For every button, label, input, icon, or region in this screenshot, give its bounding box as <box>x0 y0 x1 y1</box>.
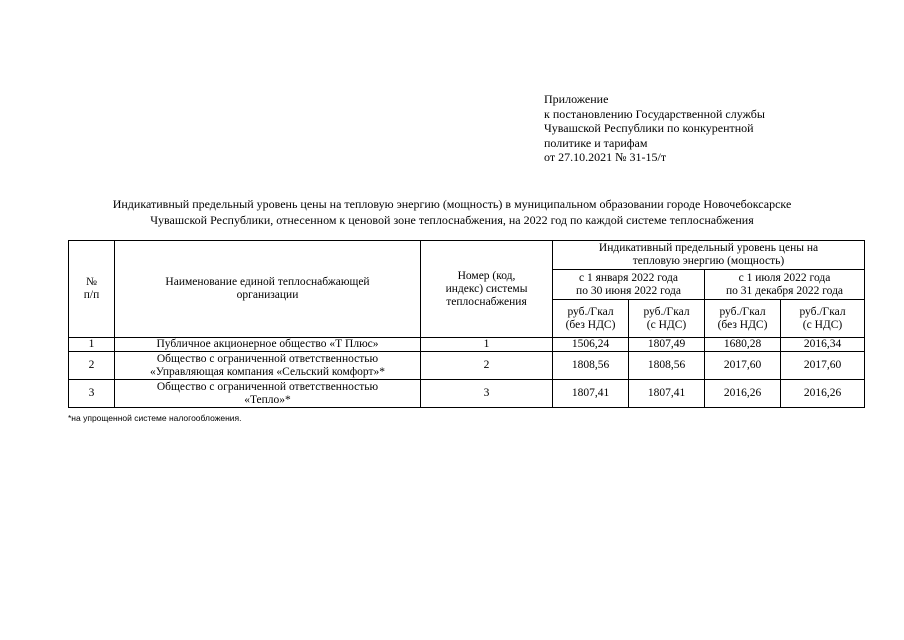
row-p1-no-vat: 1808,56 <box>553 352 629 380</box>
row-organization: Публичное акционерное общество «Т Плюс» <box>115 338 421 352</box>
appendix-line: от 27.10.2021 № 31-15/т <box>544 150 667 164</box>
appendix-block <box>544 92 765 165</box>
row-p2-no-vat: 1680,28 <box>705 338 781 352</box>
row-num: 1 <box>69 338 115 352</box>
header-period-2: с 1 июля 2022 года по 31 декабря 2022 года <box>705 270 865 300</box>
row-p1-no-vat: 1807,41 <box>553 380 629 408</box>
row-p1-vat: 1808,56 <box>629 352 705 380</box>
header-num: № п/п <box>69 241 115 338</box>
row-p1-no-vat: 1506,24 <box>553 338 629 352</box>
row-system: 3 <box>421 380 553 408</box>
table-row <box>69 352 865 380</box>
header-price-level: Индикативный предельный уровень цены на тепловую энергию (мощность) <box>553 241 865 270</box>
appendix-line: Чувашской Республики по конкурентной <box>544 121 754 135</box>
header-unit-vat: руб./Гкал (с НДС) <box>781 300 865 338</box>
header-period-1: с 1 января 2022 года по 30 июня 2022 года <box>553 270 705 300</box>
document-title <box>60 196 844 228</box>
row-p2-no-vat: 2016,26 <box>705 380 781 408</box>
row-organization: Общество с ограниченной ответственностью «Тепло»* <box>115 380 421 408</box>
tariff-table <box>68 240 865 408</box>
header-unit-no-vat: руб./Гкал (без НДС) <box>705 300 781 338</box>
footnote: *на упрощенной системе налогообложения. <box>68 413 242 423</box>
header-system-number: Номер (код, индекс) системы теплоснабжения <box>421 241 553 338</box>
title-line-2: Чувашской Республики, отнесенном к ценовой зоне теплоснабжения, на 2022 год по каждой системе теплоснабжения <box>150 213 754 227</box>
header-unit-vat: руб./Гкал (с НДС) <box>629 300 705 338</box>
appendix-line: к постановлению Государственной службы <box>544 106 765 121</box>
table-row <box>69 338 865 352</box>
row-num: 2 <box>69 352 115 380</box>
header-unit-no-vat: руб./Гкал (без НДС) <box>553 300 629 338</box>
header-organization: Наименование единой теплоснабжающей организации <box>115 241 421 338</box>
row-p2-no-vat: 2017,60 <box>705 352 781 380</box>
table-row <box>69 380 865 408</box>
row-p1-vat: 1807,49 <box>629 338 705 352</box>
row-system: 1 <box>421 338 553 352</box>
appendix-line: Приложение <box>544 92 609 106</box>
row-p2-vat: 2017,60 <box>781 352 865 380</box>
row-p2-vat: 2016,26 <box>781 380 865 408</box>
title-line-1: Индикативный предельный уровень цены на тепловую энергию (мощность) в муниципальном образовании городе Новочебоксарске <box>112 197 792 211</box>
row-p2-vat: 2016,34 <box>781 338 865 352</box>
row-organization: Общество с ограниченной ответственностью «Управляющая компания «Сельский комфорт»* <box>115 352 421 380</box>
row-p1-vat: 1807,41 <box>629 380 705 408</box>
row-system: 2 <box>421 352 553 380</box>
appendix-line: политике и тарифам <box>544 135 648 150</box>
row-num: 3 <box>69 380 115 408</box>
